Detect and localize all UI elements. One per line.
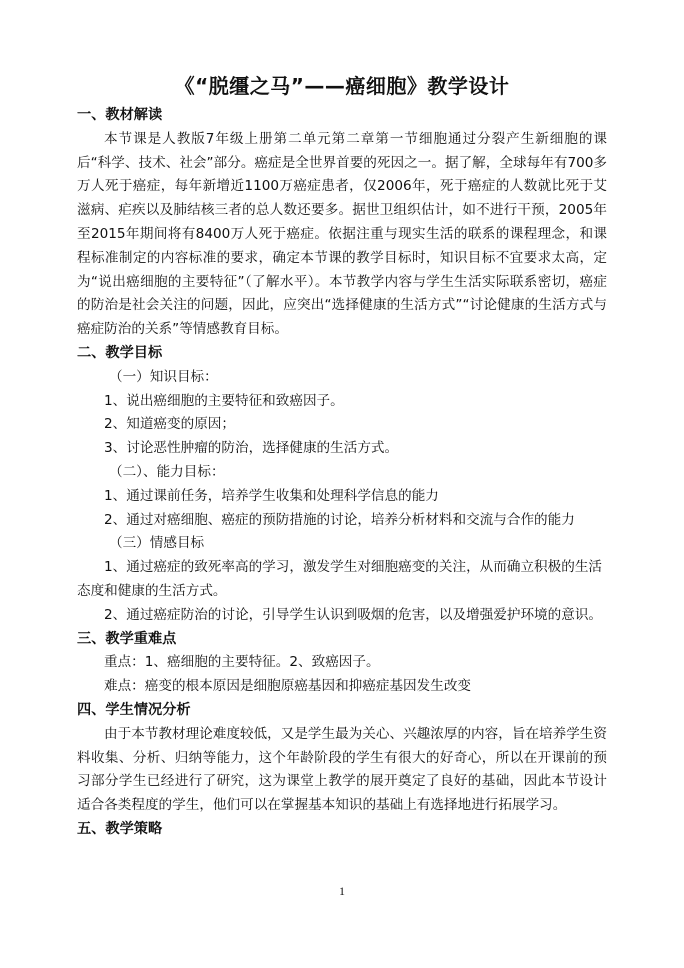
knowledge-goals-title: （一）知识目标：: [109, 368, 218, 385]
emotion-goal-item: 1、通过癌症的致死率高的学习，激发学生对细胞癌变的关注，从而确立积极的生活态度和健康的生活方式。: [77, 559, 603, 599]
page-number: 1: [339, 884, 345, 898]
difficulty-text: 难点：癌变的根本原因是细胞原癌基因和抑癌症基因发生改变: [104, 678, 472, 695]
key-points-text: 重点：1、癌细胞的主要特征。2、致癌因子。: [104, 654, 380, 671]
document-title: 《“脱缰之马”——癌细胞》教学设计: [174, 74, 510, 98]
ability-goal-item: 2、通过对癌细胞、癌症的预防措施的讨论，培养分析材料和交流与合作的能力: [104, 511, 575, 528]
section-heading-students: 四、学生情况分析: [77, 701, 191, 718]
section-heading-strategy: 五、教学策略: [77, 820, 163, 837]
knowledge-goal-item: 2、知道癌变的原因；: [104, 416, 235, 433]
emotion-goals-title: （三）情感目标: [109, 535, 205, 552]
ability-goal-item: 1、通过课前任务，培养学生收集和处理科学信息的能力: [104, 487, 439, 504]
section-heading-textbook: 一、教材解读: [77, 107, 163, 123]
document-body: [77, 104, 607, 842]
knowledge-goal-item: 1、说出癌细胞的主要特征和致癌因子。: [104, 392, 344, 409]
textbook-analysis-paragraph: 本节课是人教版7年级上册第二单元第二章第一节细胞通过分裂产生新细胞的课后“科学、技术、社会”部分。癌症是全世界首要的死因之一。据了解，全球每年有700多万人死于癌症，每年新增近1100万癌症患者，仅2006年，死于癌症的人数就比死于艾滋病、疟疾以及肺结核三者的总人数还要多。据世卫组织估计，如不进行干预，2005年至2015年期间将有8400万人死于癌症。依据注重与现实生活的联系的课程理念，和课程标准制定的内容标准的要求，确定本节课的教学目标时，知识目标不宜要求太高，定为“说出癌细胞的主要特征”（了解水平）。本节教学内容与学生生活实际联系密切，癌症的防治是社会关注的问题，因此，应突出“选择健康的生活方式”“讨论健康的生活方式与癌症防治的关系”等情感教育目标。: [77, 130, 607, 338]
emotion-goal-item: 2、通过癌症防治的讨论，引导学生认识到吸烟的危害，以及增强爱护环境的意识。: [104, 606, 603, 623]
section-heading-key-points: 三、教学重难点: [77, 630, 177, 647]
knowledge-goal-item: 3、讨论恶性肿瘤的防治，选择健康的生活方式。: [104, 440, 399, 457]
ability-goals-title: （二）、能力目标：: [109, 463, 225, 480]
section-heading-goals: 二、教学目标: [77, 344, 163, 361]
student-analysis-paragraph: 由于本节教材理论难度较低，又是学生最为关心、兴趣浓厚的内容，旨在培养学生资料收集、分析、归纳等能力，这个年龄阶段的学生有很大的好奇心，所以在开课前的预习部分学生已经进行了研究，这为课堂上教学的展开奠定了良好的基础，因此本节设计适合各类程度的学生，他们可以在掌握基本知识的基础上有选择地进行拓展学习。: [77, 725, 607, 814]
